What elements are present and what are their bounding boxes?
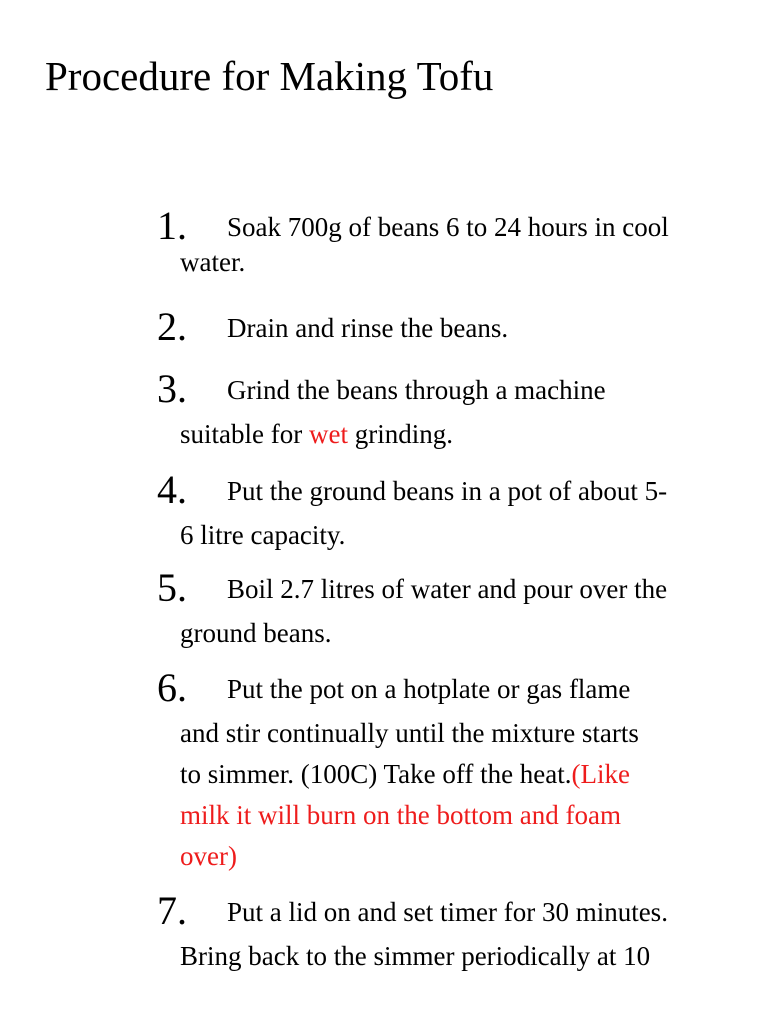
step-continuation	[180, 713, 639, 877]
step-number: 2.	[157, 304, 187, 349]
step-text-line: Put the ground beans in a pot of about 5-	[227, 476, 668, 506]
highlight-text: (Like	[571, 759, 631, 789]
step-text-line	[180, 754, 639, 795]
step-number: 6.	[157, 665, 187, 710]
step-text-line: water.	[180, 247, 246, 277]
page-title: Procedure for Making Tofu	[45, 53, 494, 99]
step-text-line: 6 litre capacity.	[180, 520, 346, 550]
step-text-segment: grinding.	[347, 419, 453, 449]
step-text-line: ground beans.	[180, 618, 332, 648]
step-text-line: Put a lid on and set timer for 30 minutes.	[227, 897, 668, 927]
step-continuation	[180, 936, 650, 977]
step-text-line: and stir continually until the mixture starts	[180, 718, 639, 748]
step-number: 7.	[157, 888, 187, 933]
step-number: 4.	[157, 467, 187, 512]
step-text-line	[180, 414, 453, 455]
step-text-line: Bring back to the simmer periodically at 10	[180, 941, 651, 971]
step-number: 5.	[157, 565, 187, 610]
step-text-segment: to simmer. (100C) Take off the heat.	[180, 759, 572, 789]
step-continuation	[180, 414, 453, 455]
step-text-line: Put the pot on a hotplate or gas flame	[227, 674, 631, 704]
highlight-text: over)	[180, 841, 237, 871]
highlight-text: wet	[308, 419, 348, 449]
step-number: 1.	[157, 203, 187, 248]
step-text-line: Grind the beans through a machine	[227, 375, 606, 405]
step-continuation	[180, 613, 331, 654]
step-text-line: Boil 2.7 litres of water and pour over the	[227, 574, 668, 604]
step-continuation	[180, 242, 245, 283]
step-text-line: Soak 700g of beans 6 to 24 hours in cool	[227, 212, 669, 242]
step-number: 3.	[157, 366, 187, 411]
highlight-text: milk it will burn on the bottom and foam	[180, 800, 621, 830]
step-text-segment: suitable for	[180, 419, 309, 449]
step-text-line: Drain and rinse the beans.	[227, 313, 509, 343]
step-continuation	[180, 515, 345, 556]
